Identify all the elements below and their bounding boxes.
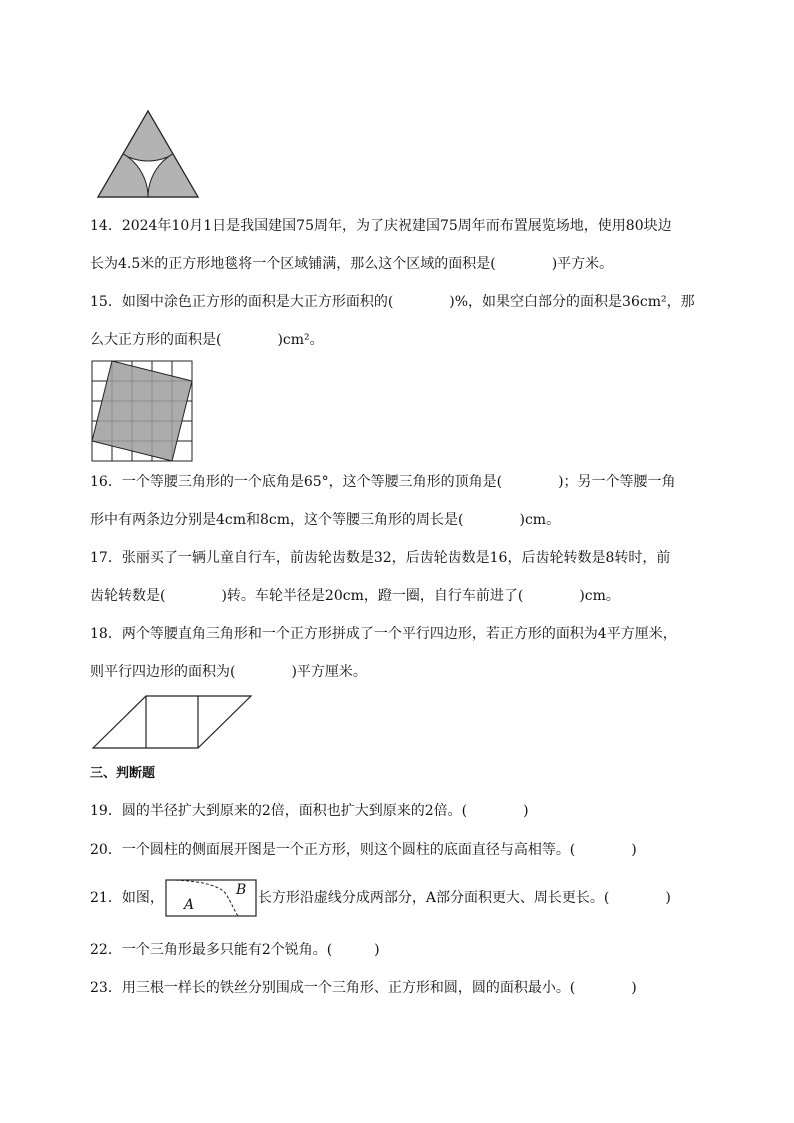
label-b: B: [235, 882, 247, 898]
question-22: 22．一个三角形最多只能有2个锐角。( ): [90, 942, 380, 958]
question-18-line-1: 18．两个等腰直角三角形和一个正方形拼成了一个平行四边形，若正方形的面积为4平方厘米，: [90, 626, 677, 642]
question-21-prefix: 21．如图，: [90, 890, 164, 906]
question-17-line-2: 齿轮转数是( )转。车轮半径是20cm，蹬一圈，自行车前进了( )cm。: [90, 588, 620, 604]
rectangle-dashed-figure: [164, 878, 258, 918]
triangle-sectors-figure: [95, 108, 201, 200]
section-3-title: 三、判断题: [90, 766, 156, 781]
question-21: [90, 878, 671, 918]
question-16-line-2: 形中有两条边分别是4cm和8cm，这个等腰三角形的周长是( )cm。: [90, 512, 561, 528]
grid-square-figure: [91, 360, 193, 462]
question-23: 23．用三根一样长的铁丝分别围成一个三角形、正方形和圆，圆的面积最小。( ): [90, 980, 637, 996]
question-16-line-1: 16．一个等腰三角形的一个底角是65°，这个等腰三角形的顶角是( )；另一个等腰一角: [90, 474, 676, 490]
label-a: A: [183, 897, 194, 913]
question-14-line-2: 长为4.5米的正方形地毯将一个区域铺满，那么这个区域的面积是( )平方米。: [90, 256, 614, 272]
question-18-line-2: 则平行四边形的面积为( )平方厘米。: [90, 664, 367, 680]
question-17-line-1: 17．张丽买了一辆儿童自行车，前齿轮齿数是32，后齿轮齿数是16，后齿轮转数是8转时，前: [90, 550, 671, 566]
parallelogram-figure: [91, 694, 253, 750]
question-21-suffix: 长方形沿虚线分成两部分，A部分面积更大、周长更长。( ): [257, 890, 671, 906]
question-14-line-1: 14．2024年10月1日是我国建国75周年，为了庆祝建国75周年而布置展览场地，使用80块边: [90, 218, 672, 234]
question-19: 19．圆的半径扩大到原来的2倍，面积也扩大到原来的2倍。( ): [90, 803, 529, 819]
question-15-line-1: 15．如图中涂色正方形的面积是大正方形面积的( )%，如果空白部分的面积是36cm²，那: [90, 294, 695, 310]
question-15-line-2: 么大正方形的面积是( )cm²。: [90, 332, 324, 348]
question-20: 20．一个圆柱的侧面展开图是一个正方形，则这个圆柱的底面直径与高相等。( ): [90, 842, 637, 858]
